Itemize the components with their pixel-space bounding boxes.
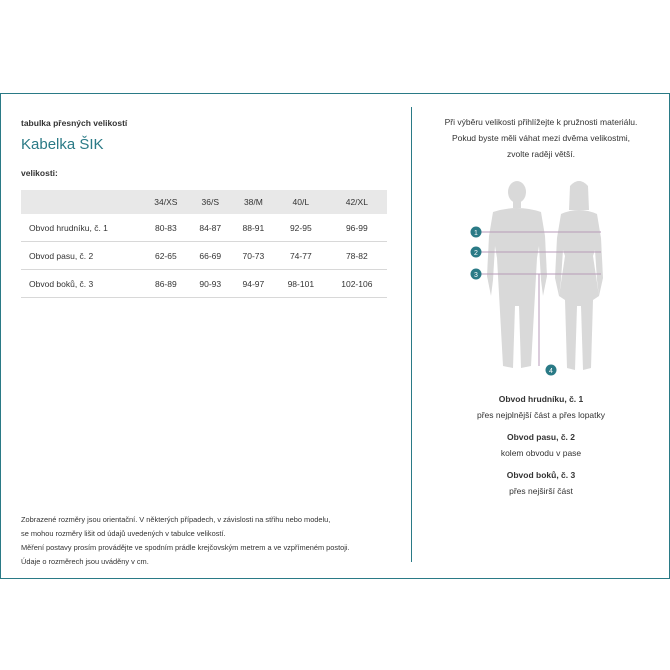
column-header: 42/XL [327, 190, 387, 214]
table-cell: 92-95 [275, 214, 327, 242]
legend-heading: Obvod hrudníku, č. 1 [498, 394, 584, 404]
marker-3 [471, 269, 482, 280]
row-label: Obvod hrudníku, č. 1 [21, 214, 143, 242]
table-cell: 90-93 [189, 270, 232, 298]
table-row [21, 270, 387, 298]
table-cell: 88-91 [232, 214, 275, 242]
column-header [21, 190, 143, 214]
column-header: 34/XS [143, 190, 189, 214]
table-header-row [21, 190, 387, 214]
measurement-legend [421, 394, 661, 496]
table-cell: 66-69 [189, 242, 232, 270]
size-chart-card [0, 93, 670, 579]
table-cell: 94-97 [232, 270, 275, 298]
intro-text [421, 114, 661, 162]
table-cell: 102-106 [327, 270, 387, 298]
row-label: Obvod boků, č. 3 [21, 270, 143, 298]
table-cell: 84-87 [189, 214, 232, 242]
legend-description: kolem obvodu v pase [500, 448, 582, 458]
marker-label: 4 [549, 368, 553, 375]
female-figure-icon [555, 181, 603, 370]
size-table-section [21, 114, 391, 298]
intro-line: zvolte raději větší. [506, 149, 576, 159]
notes [21, 513, 401, 569]
marker-4 [546, 365, 557, 376]
marker-label: 1 [474, 230, 478, 237]
column-header: 36/S [189, 190, 232, 214]
note-line: se mohou rozměry lišit od údajů uvedených v tabulce velikostí. [21, 529, 226, 538]
table-cell: 62-65 [143, 242, 189, 270]
note-line: Zobrazené rozměry jsou orientační. V některých případech, v závislosti na střihu nebo modelu, [21, 515, 331, 524]
table-cell: 70-73 [232, 242, 275, 270]
marker-label: 2 [474, 250, 478, 257]
intro-line: Pokud byste měli váhat mezi dvěma velikostmi, [451, 133, 631, 143]
marker-label: 3 [474, 272, 478, 279]
table-cell: 96-99 [327, 214, 387, 242]
legend-heading: Obvod boků, č. 3 [506, 470, 576, 480]
page-title: Kabelka ŠIK [21, 136, 104, 153]
table-row [21, 214, 387, 242]
row-label: Obvod pasu, č. 2 [21, 242, 143, 270]
page-subtitle: tabulka přesných velikostí [21, 118, 128, 128]
vertical-divider [411, 107, 412, 562]
column-header: 38/M [232, 190, 275, 214]
table-cell: 98-101 [275, 270, 327, 298]
column-header: 40/L [275, 190, 327, 214]
body-figure-illustration [421, 176, 661, 386]
legend-description: přes nejširší část [509, 486, 573, 496]
marker-1 [471, 227, 482, 238]
body-figures-svg [421, 176, 661, 386]
table-cell: 80-83 [143, 214, 189, 242]
size-table [21, 190, 387, 298]
table-cell: 86-89 [143, 270, 189, 298]
note-line: Údaje o rozměrech jsou uváděny v cm. [21, 557, 149, 566]
table-row [21, 242, 387, 270]
sizes-label: velikosti: [21, 168, 58, 178]
measurement-guide [421, 114, 661, 508]
legend-description: přes nejplnější část a přes lopatky [476, 410, 606, 420]
legend-heading: Obvod pasu, č. 2 [506, 432, 576, 442]
intro-line: Při výběru velikosti přihlížejte k pružnosti materiálu. [444, 117, 638, 127]
table-cell: 78-82 [327, 242, 387, 270]
note-line: Měření postavy prosím provádějte ve spodním prádle krejčovským metrem a ve vzpřímeném postoji. [21, 543, 350, 552]
marker-2 [471, 247, 482, 258]
table-cell: 74-77 [275, 242, 327, 270]
